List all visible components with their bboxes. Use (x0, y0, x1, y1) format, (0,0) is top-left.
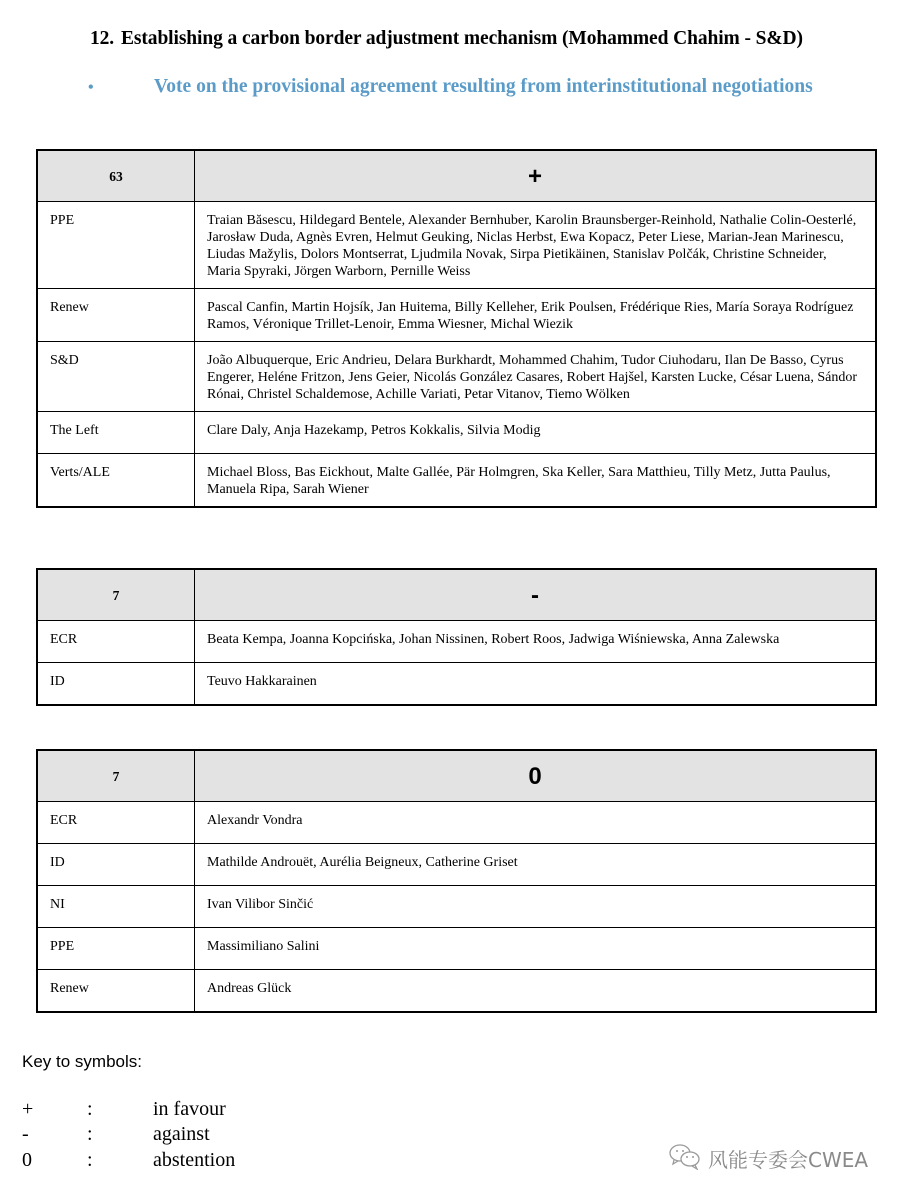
table-row (37, 663, 876, 706)
political-group: ECR (37, 621, 195, 663)
member-list: Clare Daly, Anja Hazekamp, Petros Kokkalis, Silvia Modig (195, 412, 877, 454)
table-row (37, 928, 876, 970)
political-group: The Left (37, 412, 195, 454)
table-row (37, 844, 876, 886)
member-list: Michael Bloss, Bas Eickhout, Malte Gallée, Pär Holmgren, Ska Keller, Sara Matthieu, Tilly Metz, Jutta Paulus, Manuela Ripa, Sarah Wiener (195, 454, 877, 508)
key-symbol: + (22, 1098, 34, 1120)
vote-symbol-plus: + (195, 150, 877, 202)
political-group: ID (37, 663, 195, 706)
wechat-icon (668, 1142, 702, 1175)
vote-table-against (36, 568, 877, 706)
vote-count: 63 (37, 150, 195, 202)
vote-subtitle (88, 76, 813, 98)
political-group: ECR (37, 802, 195, 844)
political-group: PPE (37, 202, 195, 289)
vote-count: 7 (37, 569, 195, 621)
table-row (37, 886, 876, 928)
table-row (37, 970, 876, 1013)
political-group: S&D (37, 342, 195, 412)
political-group: NI (37, 886, 195, 928)
watermark-text: 风能专委会CWEA (708, 1148, 869, 1172)
political-group: Renew (37, 970, 195, 1013)
key-meaning: abstention (153, 1149, 236, 1171)
key-separator: : (87, 1123, 93, 1145)
table-row (37, 412, 876, 454)
table-row (37, 342, 876, 412)
item-title (90, 28, 803, 50)
member-list: João Albuquerque, Eric Andrieu, Delara Burkhardt, Mohammed Chahim, Tudor Ciuhodaru, Ilan De Basso, Cyrus Engerer, Heléne Fritzon, Jens Geier, Nicolás González Casares, Robert Hajšel, Karsten Lucke, César Luena, Sándor Rónai, Christel Schaldemose, Achille Variati, Petar Vitanov, Tiemo Wölken (195, 342, 877, 412)
vote-count: 7 (37, 750, 195, 802)
table-header-row (37, 750, 876, 802)
key-row-in-favour (22, 1098, 226, 1121)
member-list: Alexandr Vondra (195, 802, 877, 844)
key-title: Key to symbols: (22, 1052, 142, 1071)
member-list: Massimiliano Salini (195, 928, 877, 970)
vote-symbol-zero: 0 (195, 750, 877, 802)
political-group: PPE (37, 928, 195, 970)
key-meaning: in favour (153, 1098, 226, 1120)
table-header-row (37, 150, 876, 202)
member-list: Ivan Vilibor Sinčić (195, 886, 877, 928)
table-row (37, 202, 876, 289)
table-row (37, 621, 876, 663)
key-symbol: 0 (22, 1149, 32, 1171)
vote-table-abstention (36, 749, 877, 1013)
political-group: Renew (37, 289, 195, 342)
key-meaning: against (153, 1123, 210, 1145)
key-symbol: - (22, 1123, 29, 1145)
key-row-against (22, 1123, 210, 1146)
table-header-row (37, 569, 876, 621)
item-title-text: Establishing a carbon border adjustment mechanism (Mohammed Chahim - S&D) (121, 28, 803, 49)
vote-table-in-favour (36, 149, 877, 508)
watermark (668, 1142, 868, 1175)
table-row (37, 802, 876, 844)
member-list: Teuvo Hakkarainen (195, 663, 877, 706)
member-list: Andreas Glück (195, 970, 877, 1013)
bullet-icon: • (88, 79, 94, 96)
member-list: Mathilde Androuët, Aurélia Beigneux, Catherine Griset (195, 844, 877, 886)
member-list: Traian Băsescu, Hildegard Bentele, Alexander Bernhuber, Karolin Braunsberger-Reinhold, Nathalie Colin-Oesterlé, Jarosław Duda, Agnès Evren, Helmut Geuking, Niclas Herbst, Ewa Kopacz, Peter Liese, Marian-Jean Marinescu, Liudas Mažylis, Dolors Montserrat, Ljudmila Novak, Sirpa Pietikäinen, Stanislav Polčák, Christine Schneider, Maria Spyraki, Jörgen Warborn, Pernille Weiss (195, 202, 877, 289)
key-row-abstention (22, 1149, 235, 1172)
political-group: Verts/ALE (37, 454, 195, 508)
table-row (37, 454, 876, 508)
political-group: ID (37, 844, 195, 886)
key-separator: : (87, 1098, 93, 1120)
table-row (37, 289, 876, 342)
member-list: Beata Kempa, Joanna Kopcińska, Johan Nissinen, Robert Roos, Jadwiga Wiśniewska, Anna Zalewska (195, 621, 877, 663)
vote-symbol-minus: - (195, 569, 877, 621)
key-separator: : (87, 1149, 93, 1171)
member-list: Pascal Canfin, Martin Hojsík, Jan Huitema, Billy Kelleher, Erik Poulsen, Frédérique Ries, María Soraya Rodríguez Ramos, Véronique Trillet-Lenoir, Emma Wiesner, Michal Wiezik (195, 289, 877, 342)
item-number: 12. (90, 28, 115, 49)
vote-subtitle-text: Vote on the provisional agreement resulting from interinstitutional negotiations (154, 76, 813, 97)
